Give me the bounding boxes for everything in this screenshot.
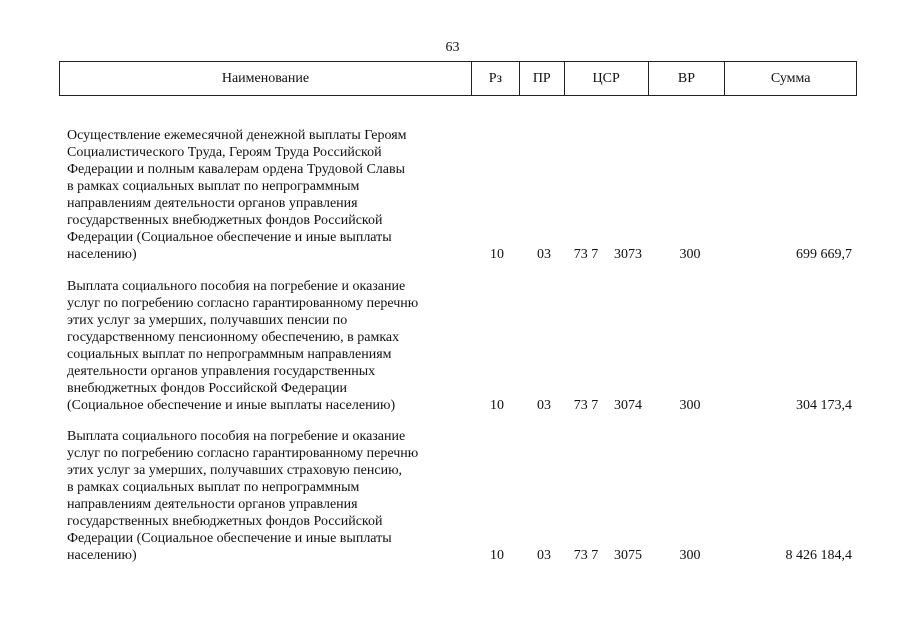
row-rz: 10 — [490, 398, 504, 413]
header-csr: ЦСР — [564, 62, 648, 95]
row-pr: 03 — [537, 398, 551, 413]
header-vr: ВР — [648, 62, 725, 95]
row-sum: 8 426 184,4 — [785, 548, 852, 563]
row-description: Выплата социального пособия на погребение и оказание услуг по погребению согласно гарантированному перечню этих услуг за умерших, получавших пенсии по государственному пенсионному обеспечению, в рамках социальных выплат по непрограммным направлениям деятельности органов управления государственных внебюджетных фондов Российской Федерации (Социальное обеспечение и иные выплаты населению) — [67, 279, 419, 413]
table-row — [0, 127, 905, 267]
header-pr: ПР — [519, 62, 564, 95]
row-csr-code: 3075 — [614, 548, 642, 563]
header-sum: Сумма — [724, 62, 856, 95]
row-description: Осуществление ежемесячной денежной выплаты Героям Социалистического Труда, Героям Труда Российской Федерации и полным кавалерам ордена Трудовой Славы в рамках социальных выплат по непрограммным направлениям деятельности органов управления государственных внебюджетных фондов Российской Федерации (Социальное обеспечение и иные выплаты населению) — [67, 128, 407, 262]
table-row — [0, 278, 905, 418]
header-rz: Рз — [471, 62, 519, 95]
row-vr: 300 — [679, 247, 701, 262]
row-vr: 300 — [679, 548, 701, 563]
page-number: 63 — [445, 40, 460, 55]
table-row — [0, 428, 905, 568]
row-rz: 10 — [490, 548, 504, 563]
row-csr-prefix: 73 7 — [573, 398, 599, 413]
row-pr: 03 — [537, 247, 551, 262]
table-header — [59, 61, 857, 96]
row-sum: 699 669,7 — [796, 247, 852, 262]
header-name: Наименование — [221, 70, 310, 86]
row-csr-code: 3073 — [614, 247, 642, 262]
row-pr: 03 — [537, 548, 551, 563]
row-description: Выплата социального пособия на погребение и оказание услуг по погребению согласно гарантированному перечню этих услуг за умерших, получавших страховую пенсию, в рамках социальных выплат по непрограммным направлениям деятельности органов управления государственных внебюджетных фондов Российской Федерации (Социальное обеспечение и иные выплаты населению) — [67, 429, 419, 563]
row-vr: 300 — [679, 398, 701, 413]
row-csr-prefix: 73 7 — [573, 548, 599, 563]
row-sum: 304 173,4 — [796, 398, 852, 413]
row-csr-prefix: 73 7 — [573, 247, 599, 262]
row-csr-code: 3074 — [614, 398, 642, 413]
row-rz: 10 — [490, 247, 504, 262]
